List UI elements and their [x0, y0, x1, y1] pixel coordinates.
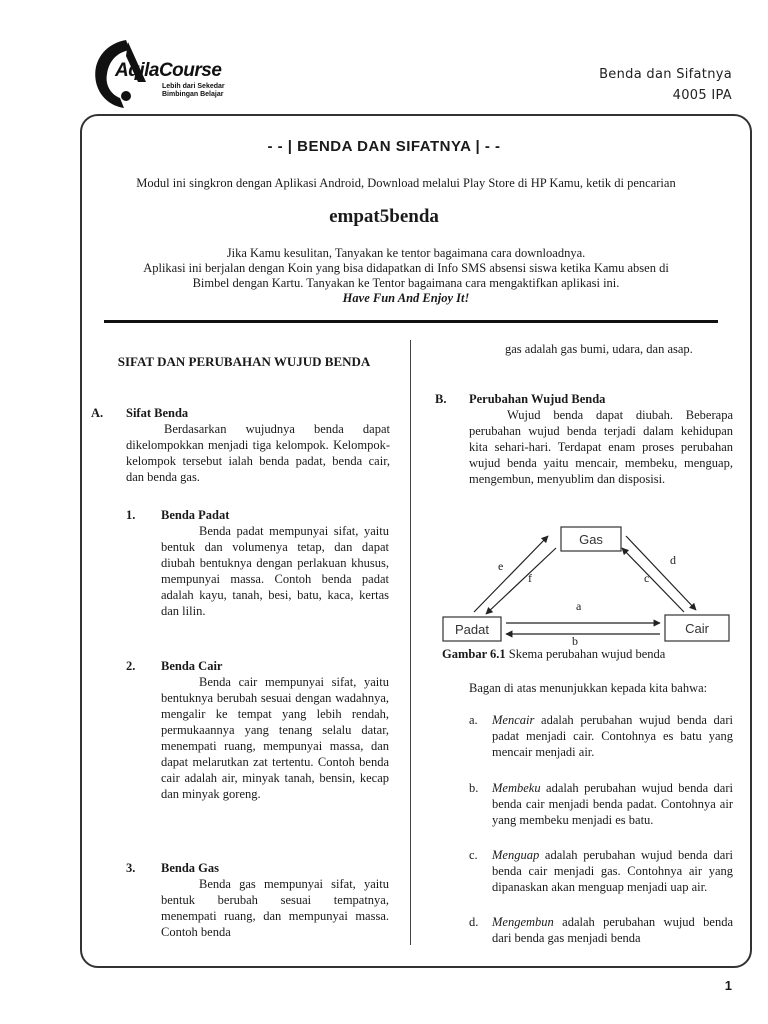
logo-name: AqilaCourse	[115, 60, 222, 81]
help-line-3: Bimbel dengan Kartu. Tanyakan ke Tentor bagaimana cara mengaktifkan aplikasi ini.	[192, 276, 620, 290]
section-a-letter: A.	[91, 406, 104, 420]
item-3-body: Benda gas mempunyai sifat, yaitu bentuk berubah sesuai tempatnya, menempati ruang, dan mempunyai massa. Contoh benda	[161, 877, 389, 939]
item-2-title: Benda Cair	[161, 659, 223, 673]
label-b: b	[572, 634, 578, 646]
arrow-d	[626, 536, 696, 610]
chapter-title: SIFAT DAN PERUBAHAN WUJUD BENDA	[117, 354, 371, 369]
label-c: c	[644, 571, 650, 585]
label-a: a	[576, 599, 582, 613]
section-a-title: Sifat Benda	[126, 406, 189, 420]
divider	[104, 320, 718, 323]
list-item-b: b. Membeku adalah perubahan wujud benda dari benda cair menjadi benda padat. Contohnya air yang membeku menjadi es batu.	[469, 781, 733, 827]
header-topic: Benda dan Sifatnya	[599, 67, 732, 82]
item-2-body: Benda cair mempunyai sifat, yaitu bentuknya berubah sesuai dengan wadahnya, mengalir ke tempat yang lebih rendah, permukaannya yang tenang selalu datar, menempati ruang, mempunyai massa, dan dapat melarutkan zat tertentu. Contoh benda cair adalah air, minyak tanah, bensin, kecap dan minyak goreng.	[161, 675, 389, 801]
list-item-d: d. Mengembun adalah perubahan wujud benda dari benda gas menjadi benda	[469, 915, 733, 945]
label-f: f	[528, 571, 532, 585]
section-a-body: Berdasarkan wujudnya benda dapat dikelompokkan menjadi tiga kelompok. Kelompok-kelompok tersebut ialah benda padat, benda cair, dan benda gas.	[126, 422, 390, 484]
sync-text: Modul ini singkron dengan Aplikasi Android, Download melalui Play Store di HP Kamu, ketik di pencarian	[136, 176, 676, 190]
gas-label: Gas	[579, 532, 603, 547]
arrow-e	[474, 536, 548, 612]
item-3-title: Benda Gas	[161, 861, 220, 875]
section-b-title: Perubahan Wujud Benda	[469, 392, 606, 406]
section-b-letter: B.	[435, 392, 447, 406]
figure-caption: Gambar 6.1 Skema perubahan wujud benda	[442, 647, 666, 661]
item-1-body: Benda padat mempunyai sifat, yaitu bentuk dan volumenya tetap, dan dapat diubah bentuknya dengan perlakuan khusus, mempunyai massa. Contoh benda padat adalah kayu, tanah, besi, batu, kaca, kertas dan lilin.	[161, 524, 389, 618]
app-keyword: empat5benda	[329, 206, 439, 227]
page-header-info	[599, 64, 732, 106]
column-divider	[410, 340, 411, 945]
page-number: 1	[724, 978, 732, 993]
logo-tagline: Lebih dari Sekedar Bimbingan Belajar	[162, 83, 225, 98]
help-line-1: Jika Kamu kesulitan, Tanyakan ke tentor bagaimana cara downloadnya.	[226, 246, 586, 260]
arrow-f	[486, 548, 556, 614]
item-2-num: 2.	[126, 659, 136, 673]
label-e: e	[498, 559, 504, 573]
cair-label: Cair	[685, 621, 709, 636]
item-1-num: 1.	[126, 508, 136, 522]
list-item-c: c. Menguap adalah perubahan wujud benda dari benda cair menjadi gas. Contohnya air yang dipanaskan akan menguap menjadi uap air.	[469, 848, 733, 894]
header-code: 4005 IPA	[672, 88, 732, 103]
list-intro: Bagan di atas menunjukkan kepada kita bahwa:	[469, 681, 708, 695]
state-change-diagram	[440, 524, 740, 646]
page-title: - - | BENDA DAN SIFATNYA | - -	[267, 138, 501, 155]
list-item-a: a. Mencair adalah perubahan wujud benda dari padat menjadi cair. Contohnya es batu yang mencair menjadi air.	[469, 713, 733, 759]
item-3-num: 3.	[126, 861, 136, 875]
help-line-2: Aplikasi ini berjalan dengan Koin yang bisa didapatkan di Info SMS absensi siswa ketika Kamu absen di	[143, 261, 669, 275]
item-1-title: Benda Padat	[161, 508, 230, 522]
continued-text: gas adalah gas bumi, udara, dan asap.	[505, 342, 693, 356]
motto: Have Fun And Enjoy It!	[342, 291, 470, 305]
padat-label: Padat	[455, 622, 489, 637]
section-b-body: Wujud benda dapat diubah. Beberapa perubahan wujud benda terjadi dalam kehidupan kita sehari-hari. Terdapat enam proses perubahan wujud benda yaitu mencair, membeku, menguap, mengembun, menyublim dan disposisi.	[469, 408, 733, 486]
label-d: d	[670, 553, 676, 567]
